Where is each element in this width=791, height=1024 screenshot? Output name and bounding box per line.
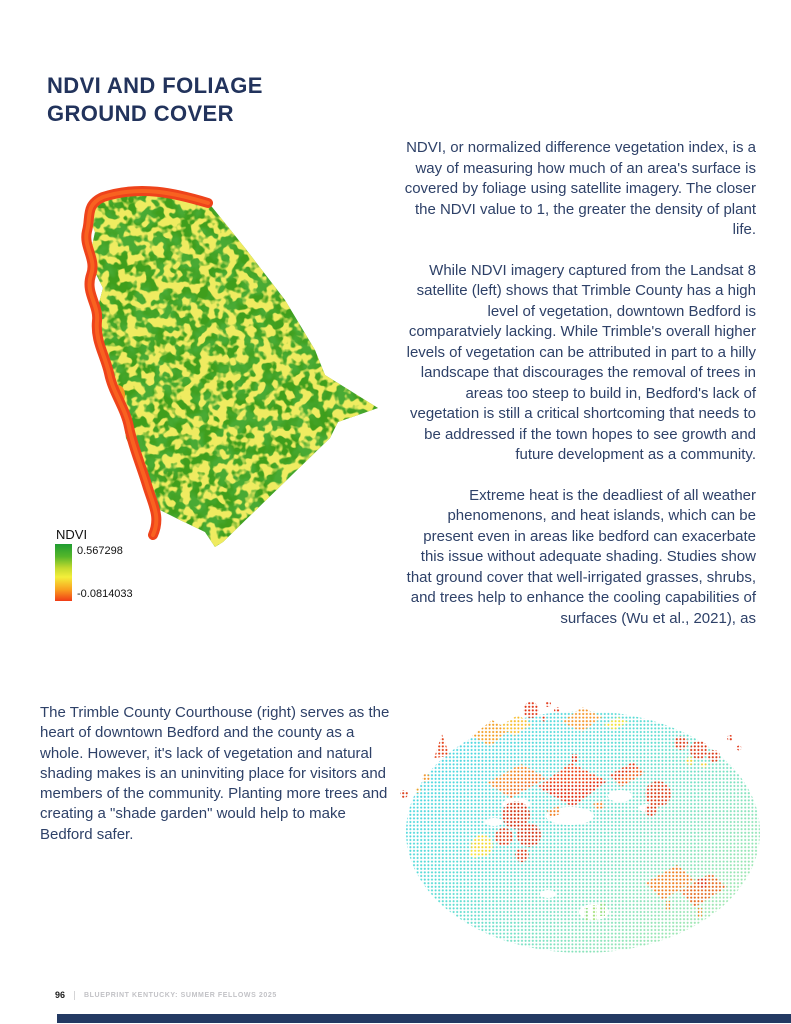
legend-min-value: -0.0814033 <box>77 588 133 600</box>
right-text-column <box>398 138 756 649</box>
bottom-accent-bar <box>57 1014 791 1023</box>
ndvi-satellite-map <box>55 155 405 550</box>
page-number: 96 <box>55 990 66 1000</box>
page-title <box>47 72 263 128</box>
footer-divider <box>74 991 75 1000</box>
footer-text: BLUEPRINT KENTUCKY: SUMMER FELLOWS 2025 <box>84 991 277 999</box>
paragraph-landsat-comparison: While NDVI imagery captured from the Landsat 8 satellite (left) shows that Trimble County has a high level of vegetation, downtown Bedford is comparatviely lacking. While Trimble's overall higher levels of vegetation can be attributed in part to a hilly landscape that discourages the removal of trees in areas too steep to build in, Bedford's lack of vegetation is still a critical shortcoming that needs to be addressed if the town hopes to see growth and future development as a community. <box>406 261 756 463</box>
paragraph-extreme-heat: Extreme heat is the deadliest of all weather phenomenons, and heat islands, which can be present even in areas like bedford can exacerbate this issue without adequate shading. Studies show that ground cover that well-irrigated grasses, shrubs, and trees help to enhance the cooling capabilities of surfaces (Wu et al., 2021), as <box>406 486 756 627</box>
ndvi-legend <box>55 527 133 601</box>
legend-gradient-bar <box>55 544 72 601</box>
paragraph-ndvi-intro: NDVI, or normalized difference vegetation index, is a way of measuring how much of an area's surface is covered by foliage using satellite imagery. The closer the NDVI value to 1, the greater the density of plant life. <box>404 139 756 238</box>
courthouse-tower <box>572 754 577 762</box>
paragraph-courthouse: The Trimble County Courthouse (right) serves as the heart of downtown Bedford and the county as a whole. However, it's lack of vegetation and natural shading makes is an uninviting place for visitors and members of the community. Planting more trees and creating a "shade garden" would help to make Bedford safer. <box>40 704 390 843</box>
page-title-line2: GROUND COVER <box>47 101 234 126</box>
page-title-line1: NDVI AND FOLIAGE <box>47 73 263 98</box>
legend-title: NDVI <box>56 527 88 542</box>
tree-cluster <box>645 781 671 807</box>
courthouse-point-cloud <box>398 698 763 970</box>
legend-max-value: 0.567298 <box>77 545 123 557</box>
page-footer <box>55 990 277 1000</box>
